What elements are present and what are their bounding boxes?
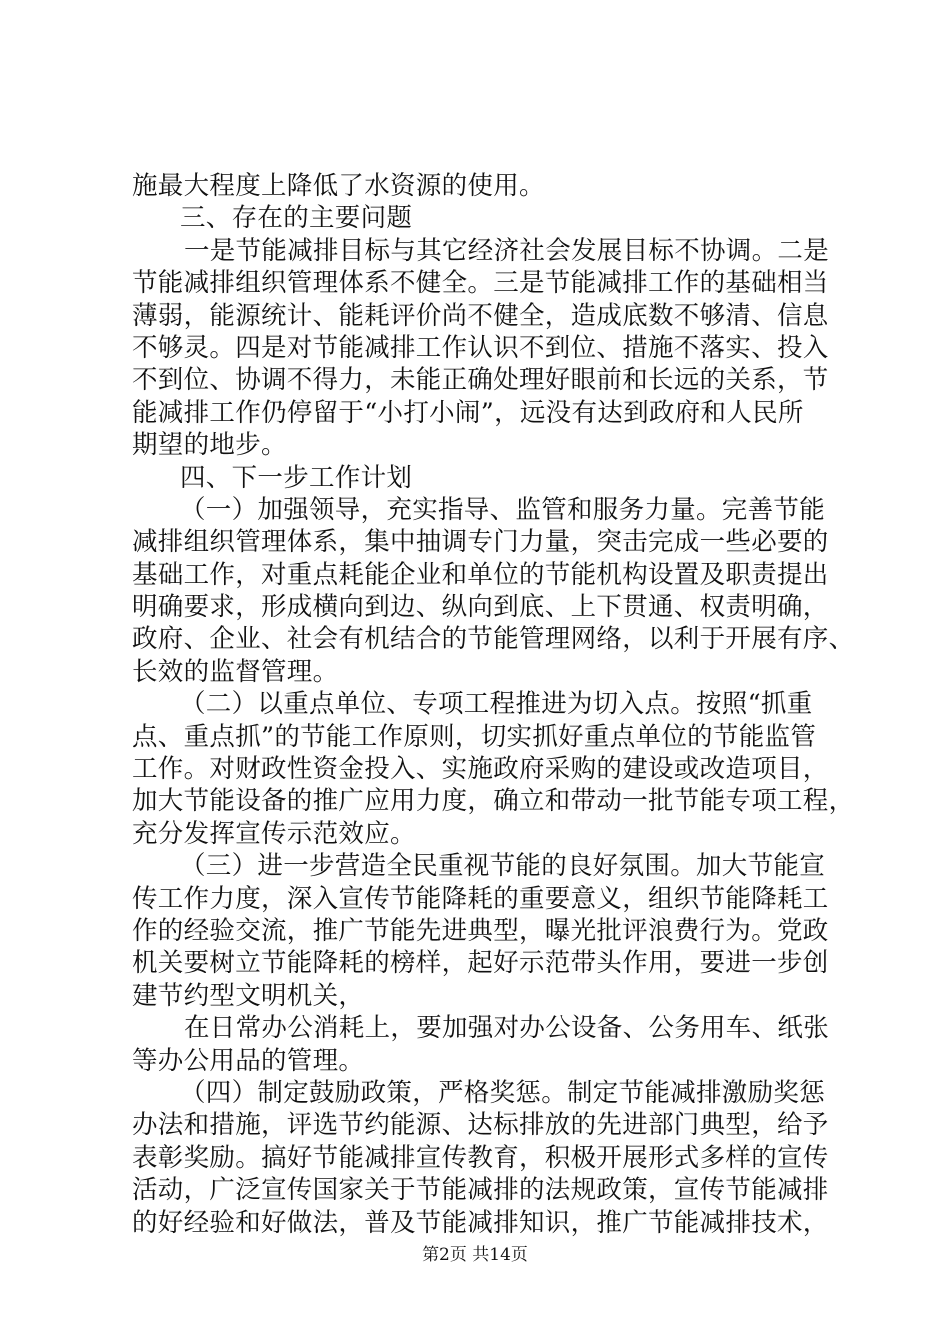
text-line: 不到位、协调不得力，未能正确处理好眼前和长远的关系，节: [132, 365, 829, 396]
text-line: 期望的地步。: [132, 430, 287, 461]
text-line: 四、下一步工作计划: [180, 462, 413, 493]
text-line: 传工作力度，深入宣传节能降耗的重要意义，组织节能降耗工: [132, 883, 829, 914]
text-line: （三）进一步营造全民重视节能的良好氛围。加大节能宣: [180, 851, 826, 882]
text-line: 三、存在的主要问题: [180, 203, 413, 234]
text-line: 明确要求，形成横向到边、纵向到底、上下贯通、权责明确，: [132, 592, 829, 623]
text-line: 建节约型文明机关，: [132, 980, 365, 1011]
text-line: 活动，广泛宣传国家关于节能减排的法规政策，宣传节能减排: [132, 1175, 829, 1206]
text-line: 长效的监督管理。: [132, 656, 339, 687]
text-line: 在日常办公消耗上，要加强对办公设备、公务用车、纸张: [184, 1013, 830, 1044]
text-line: 工作。对财政性资金投入、实施政府采购的建设或改造项目，: [132, 754, 829, 785]
text-line: 充分发挥宣传示范效应。: [132, 818, 416, 849]
text-line: 薄弱，能源统计、能耗评价尚不健全，造成底数不够清、信息: [132, 300, 829, 331]
text-line: 一是节能减排目标与其它经济社会发展目标不协调。二是: [184, 235, 830, 266]
text-line: 作的经验交流，推广节能先进典型，曝光批评浪费行为。党政: [132, 915, 829, 946]
text-line: 等办公用品的管理。: [132, 1045, 365, 1076]
page-number: 第2页 共14页: [422, 1245, 528, 1265]
text-line: （四）制定鼓励政策，严格奖惩。制定节能减排激励奖惩: [180, 1077, 826, 1108]
text-line: 的好经验和好做法，普及节能减排知识，推广节能减排技术，: [132, 1207, 829, 1238]
document-body: [132, 170, 855, 1239]
text-line: 节能减排组织管理体系不健全。三是节能减排工作的基础相当: [132, 268, 829, 299]
text-line: 加大节能设备的推广应用力度，确立和带动一批节能专项工程，: [132, 786, 855, 817]
text-line: 表彰奖励。搞好节能减排宣传教育，积极开展形式多样的宣传: [132, 1142, 829, 1173]
text-line: 能减排工作仍停留于“小打小闹”，远没有达到政府和人民所: [132, 397, 804, 428]
text-line: 减排组织管理体系，集中抽调专门力量，突击完成一些必要的: [132, 527, 829, 558]
text-line: （一）加强领导，充实指导、监管和服务力量。完善节能: [180, 494, 826, 525]
text-line: 政府、企业、社会有机结合的节能管理网络，以利于开展有序、: [132, 624, 855, 655]
text-line: 施最大程度上降低了水资源的使用。: [132, 171, 545, 201]
text-line: 基础工作，对重点耗能企业和单位的节能机构设置及职责提出: [132, 559, 829, 590]
text-line: 机关要树立节能降耗的榜样，起好示范带头作用，要进一步创: [132, 948, 829, 979]
text-line: 点、重点抓”的节能工作原则，切实抓好重点单位的节能监管: [132, 721, 817, 752]
text-line: （二）以重点单位、专项工程推进为切入点。按照“抓重: [180, 689, 813, 720]
page-footer: [0, 1244, 950, 1266]
text-line: 不够灵。四是对节能减排工作认识不到位、措施不落实、投入: [132, 332, 829, 363]
text-line: 办法和措施，评选节约能源、达标排放的先进部门典型，给予: [132, 1110, 829, 1141]
